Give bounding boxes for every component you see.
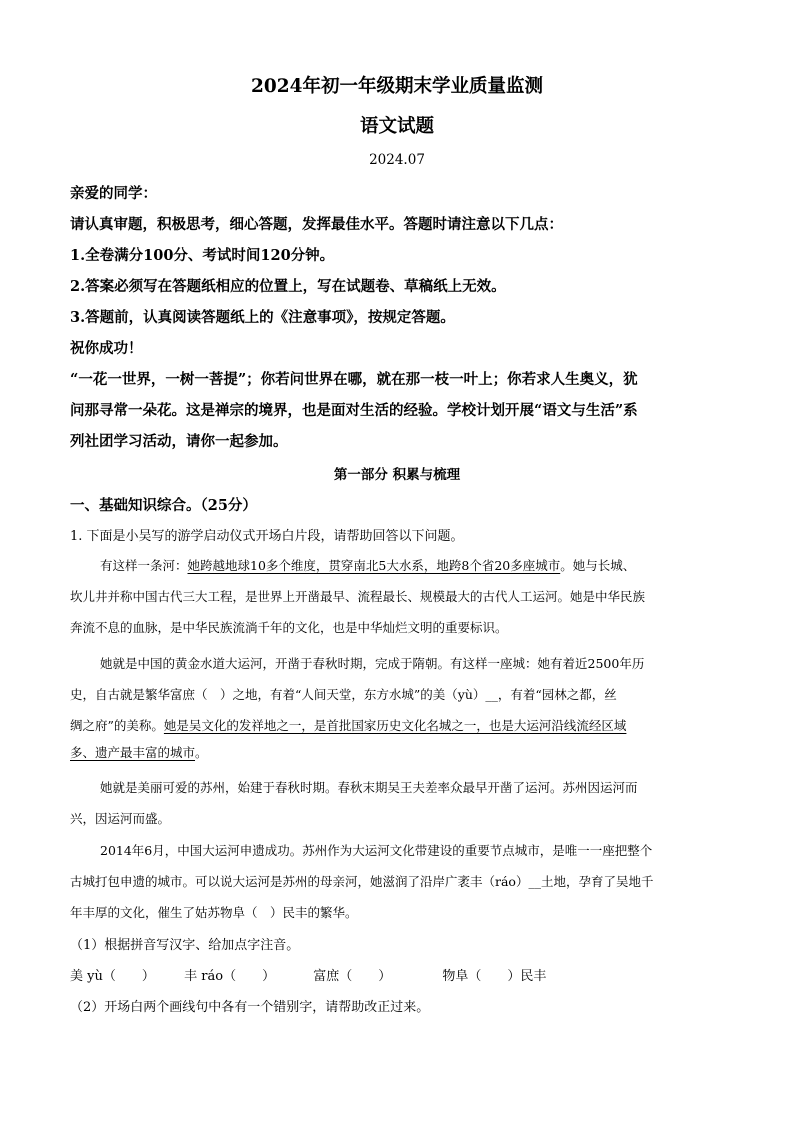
passage-p4-line-3: 年丰厚的文化，催生了姑苏物阜（ ）民丰的繁华。	[70, 905, 358, 920]
exam-title: 2024年初一年级期末学业质量监测	[251, 76, 543, 97]
greeting: 亲爱的同学：	[70, 185, 157, 202]
notice-intro: 请认真审题，积极思考，细心答题，发挥最佳水平。答题时请注意以下几点：	[70, 216, 563, 233]
passage-p2-line-2: 史，自古就是繁华富庶（ ）之地，有着“人间天堂，东方水城”的美（yù）__，有着“园林之都，丝	[70, 687, 617, 702]
section-heading: 一、基础知识综合。（25分）	[70, 497, 257, 514]
passage-p4-line-2: 古城打包申遗的城市。可以说大运河是苏州的母亲河，她滋润了沿岸广袤丰（ráo）__土地，孕育了吴地千	[70, 874, 654, 889]
answer-blanks-row	[70, 965, 592, 984]
passage-p1-line-1	[100, 556, 635, 574]
underlined-sentence-2-end: 多、遗产最丰富的城市	[70, 745, 196, 760]
passage-p1-line-2: 坎儿井并称中国古代三大工程，是世界上开凿最早、流程最长、规模最大的古代人工运河。她是中华民族	[70, 589, 646, 604]
blank-item[interactable]: 富庶（ ）	[313, 969, 392, 984]
passage-p2-line-4	[70, 743, 208, 761]
exam-date: 2024.07	[369, 152, 425, 168]
passage-p1-line-3: 奔流不息的血脉，是中华民族流淌千年的文化，也是中华灿烂文明的重要标识。	[70, 620, 508, 635]
passage-p3-line-2: 兴，因运河而盛。	[70, 811, 171, 826]
passage-text: 。她与长城、	[560, 558, 636, 573]
exam-subject: 语文试题	[359, 116, 434, 137]
preface-line-2: 问那寻常一朵花。这是禅宗的境界，也是面对生活的经验。学校计划开展“语文与生活”系	[70, 402, 638, 419]
blank-item[interactable]: 物阜（ ）民丰	[442, 969, 547, 984]
question-1: 1. 下面是小吴写的游学启动仪式开场白片段，请帮助回答以下问题。	[70, 529, 464, 544]
passage-text: 有这样一条河：	[100, 558, 188, 573]
passage-text: 绸之府”的美称。	[70, 718, 164, 733]
notice-item-1: 1.全卷满分100分、考试时间120分钟。	[70, 247, 335, 264]
notice-wish: 祝你成功！	[70, 340, 143, 357]
underlined-sentence-2: 她是吴文化的发祥地之一，是首批国家历史文化名城之一，也是大运河沿线流经区域	[163, 718, 627, 733]
notice-item-2: 2.答案必须写在答题纸相应的位置上，写在试题卷、草稿纸上无效。	[70, 278, 506, 295]
preface-line-3: 列社团学习活动，请你一起参加。	[70, 433, 288, 450]
underlined-sentence-1: 她跨越地球10多个维度，贯穿南北5大水系，地跨8个省20多座城市	[187, 558, 561, 573]
passage-p2-line-3	[70, 716, 626, 734]
preface-line-1: “一花一世界，一树一菩提”；你若问世界在哪，就在那一枝一叶上；你若求人生奥义，犹	[70, 371, 638, 388]
blank-item[interactable]: 丰 ráo（ ）	[184, 969, 276, 984]
passage-p4-line-1: 2014年6月，中国大运河申遗成功。苏州作为大运河文化带建设的重要节点城市，是唯一一座把整个	[100, 843, 653, 858]
passage-text: 。	[195, 745, 208, 760]
passage-p3-line-1: 她就是美丽可爱的苏州，始建于春秋时期。春秋末期吴王夫差率众最早开凿了运河。苏州因运河而	[100, 780, 638, 795]
part-heading: 第一部分 积累与梳理	[333, 467, 461, 483]
sub-question-1: （1）根据拼音写汉字、给加点字注音。	[70, 938, 300, 953]
passage-p2-line-1: 她就是中国的黄金水道大运河，开凿于春秋时期，完成于隋朝。有这样一座城：她有着近2500年历	[100, 656, 645, 671]
sub-question-2: （2）开场白两个画线句中各有一个错别字，请帮助改正过来。	[70, 1000, 430, 1015]
blank-item[interactable]: 美 yù（ ）	[70, 969, 155, 984]
notice-item-3: 3.答题前，认真阅读答题纸上的《注意事项》，按规定答题。	[70, 309, 455, 326]
